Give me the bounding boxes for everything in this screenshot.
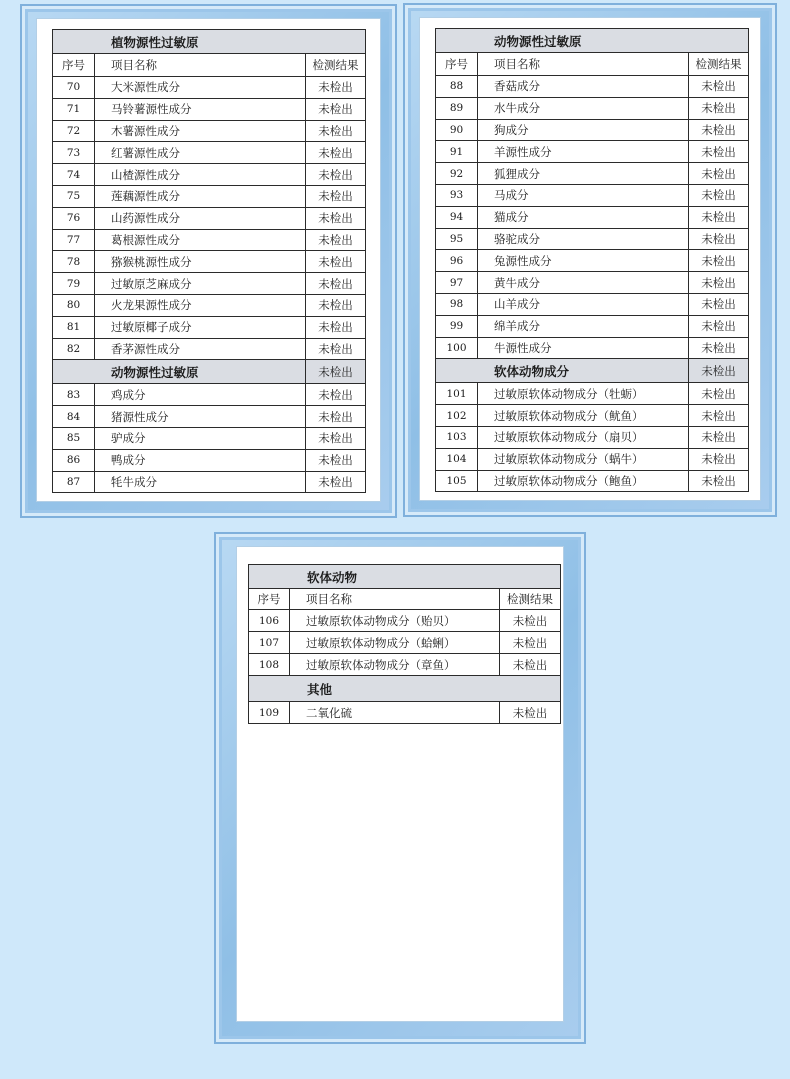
item-result: 未检出 bbox=[689, 337, 749, 359]
table-row bbox=[53, 120, 366, 142]
item-number: 97 bbox=[436, 272, 478, 294]
item-name: 过敏原软体动物成分（鲍鱼） bbox=[478, 470, 689, 492]
item-number: 89 bbox=[436, 97, 478, 119]
table-row bbox=[53, 471, 366, 493]
item-result: 未检出 bbox=[689, 184, 749, 206]
item-result: 未检出 bbox=[500, 654, 561, 676]
item-result: 未检出 bbox=[689, 228, 749, 250]
allergen-table-left bbox=[52, 29, 366, 493]
item-name: 二氧化硫 bbox=[290, 702, 500, 724]
table-row bbox=[53, 273, 366, 295]
item-name: 山药源性成分 bbox=[95, 207, 306, 229]
table-row bbox=[436, 426, 749, 448]
section-header-row bbox=[53, 30, 366, 54]
table-row bbox=[249, 610, 561, 632]
item-result: 未检出 bbox=[500, 632, 561, 654]
item-name: 鸭成分 bbox=[95, 449, 306, 471]
item-result: 未检出 bbox=[689, 293, 749, 315]
column-header-name: 项目名称 bbox=[95, 54, 306, 77]
table-row bbox=[436, 206, 749, 228]
item-result: 未检出 bbox=[306, 338, 366, 360]
section-header-row bbox=[53, 360, 366, 384]
item-number: 79 bbox=[53, 273, 95, 295]
item-number: 92 bbox=[436, 163, 478, 185]
item-number: 105 bbox=[436, 470, 478, 492]
column-header-result: 检测结果 bbox=[306, 54, 366, 77]
item-name: 水牛成分 bbox=[478, 97, 689, 119]
item-name: 黄牛成分 bbox=[478, 272, 689, 294]
table-row bbox=[53, 294, 366, 316]
item-name: 绵羊成分 bbox=[478, 315, 689, 337]
item-number: 70 bbox=[53, 77, 95, 99]
item-name: 狗成分 bbox=[478, 119, 689, 141]
table-row bbox=[53, 449, 366, 471]
item-result: 未检出 bbox=[689, 426, 749, 448]
column-header-name: 项目名称 bbox=[290, 589, 500, 610]
item-name: 木薯源性成分 bbox=[95, 120, 306, 142]
table-row bbox=[53, 77, 366, 99]
item-result: 未检出 bbox=[306, 77, 366, 99]
item-number: 86 bbox=[53, 449, 95, 471]
section-header-row bbox=[436, 29, 749, 53]
item-name: 猪源性成分 bbox=[95, 406, 306, 428]
item-number: 93 bbox=[436, 184, 478, 206]
item-result: 未检出 bbox=[500, 610, 561, 632]
item-name: 马成分 bbox=[478, 184, 689, 206]
table-row bbox=[53, 384, 366, 406]
column-header-result: 检测结果 bbox=[500, 589, 561, 610]
item-result: 未检出 bbox=[306, 142, 366, 164]
table-row bbox=[53, 229, 366, 251]
item-number: 85 bbox=[53, 427, 95, 449]
item-result: 未检出 bbox=[306, 316, 366, 338]
item-result: 未检出 bbox=[689, 141, 749, 163]
item-name: 过敏原软体动物成分（蛤蜊） bbox=[290, 632, 500, 654]
table-row bbox=[53, 338, 366, 360]
item-result: 未检出 bbox=[306, 471, 366, 493]
item-name: 过敏原软体动物成分（扇贝） bbox=[478, 426, 689, 448]
table-row bbox=[436, 470, 749, 492]
allergen-table-bottom bbox=[248, 564, 561, 724]
item-result: 未检出 bbox=[306, 449, 366, 471]
item-name: 鸡成分 bbox=[95, 384, 306, 406]
item-number: 94 bbox=[436, 206, 478, 228]
section-result: 未检出 bbox=[306, 360, 366, 384]
column-header-no: 序号 bbox=[53, 54, 95, 77]
table-row bbox=[53, 207, 366, 229]
section-title: 软体动物成分 bbox=[436, 359, 689, 383]
item-name: 猫成分 bbox=[478, 206, 689, 228]
item-number: 91 bbox=[436, 141, 478, 163]
column-header-no: 序号 bbox=[249, 589, 290, 610]
item-number: 95 bbox=[436, 228, 478, 250]
item-number: 72 bbox=[53, 120, 95, 142]
item-result: 未检出 bbox=[689, 163, 749, 185]
item-name: 火龙果源性成分 bbox=[95, 294, 306, 316]
item-result: 未检出 bbox=[306, 185, 366, 207]
item-number: 75 bbox=[53, 185, 95, 207]
table-row bbox=[53, 185, 366, 207]
table-row bbox=[436, 184, 749, 206]
item-number: 80 bbox=[53, 294, 95, 316]
item-name: 骆驼成分 bbox=[478, 228, 689, 250]
table-row bbox=[249, 702, 561, 724]
item-result: 未检出 bbox=[306, 120, 366, 142]
table-row bbox=[436, 228, 749, 250]
table-row bbox=[53, 98, 366, 120]
item-name: 过敏原软体动物成分（贻贝） bbox=[290, 610, 500, 632]
item-result: 未检出 bbox=[500, 702, 561, 724]
item-number: 102 bbox=[436, 405, 478, 427]
item-name: 过敏原芝麻成分 bbox=[95, 273, 306, 295]
item-number: 83 bbox=[53, 384, 95, 406]
item-number: 104 bbox=[436, 448, 478, 470]
table-row bbox=[53, 142, 366, 164]
item-result: 未检出 bbox=[306, 427, 366, 449]
item-number: 76 bbox=[53, 207, 95, 229]
item-number: 101 bbox=[436, 383, 478, 405]
allergen-table-right bbox=[435, 28, 749, 492]
item-number: 106 bbox=[249, 610, 290, 632]
table-row bbox=[436, 293, 749, 315]
item-number: 103 bbox=[436, 426, 478, 448]
table-row bbox=[436, 97, 749, 119]
section-header-row bbox=[436, 359, 749, 383]
item-result: 未检出 bbox=[689, 250, 749, 272]
item-result: 未检出 bbox=[306, 273, 366, 295]
item-result: 未检出 bbox=[689, 206, 749, 228]
table-row bbox=[53, 427, 366, 449]
item-name: 红薯源性成分 bbox=[95, 142, 306, 164]
item-number: 98 bbox=[436, 293, 478, 315]
item-number: 81 bbox=[53, 316, 95, 338]
section-title: 软体动物 bbox=[249, 565, 561, 589]
item-number: 84 bbox=[53, 406, 95, 428]
item-name: 过敏原软体动物成分（章鱼） bbox=[290, 654, 500, 676]
item-result: 未检出 bbox=[689, 383, 749, 405]
table-row bbox=[436, 76, 749, 98]
section-result: 未检出 bbox=[689, 359, 749, 383]
table-row bbox=[436, 119, 749, 141]
table-row bbox=[436, 448, 749, 470]
section-title: 植物源性过敏原 bbox=[53, 30, 366, 54]
item-name: 山楂源性成分 bbox=[95, 164, 306, 186]
item-name: 过敏原软体动物成分（牡蛎） bbox=[478, 383, 689, 405]
item-name: 马铃薯源性成分 bbox=[95, 98, 306, 120]
item-name: 过敏原软体动物成分（蜗牛） bbox=[478, 448, 689, 470]
item-name: 香茅源性成分 bbox=[95, 338, 306, 360]
item-result: 未检出 bbox=[306, 251, 366, 273]
item-name: 香菇成分 bbox=[478, 76, 689, 98]
item-result: 未检出 bbox=[689, 315, 749, 337]
item-result: 未检出 bbox=[689, 119, 749, 141]
item-name: 牛源性成分 bbox=[478, 337, 689, 359]
item-name: 牦牛成分 bbox=[95, 471, 306, 493]
item-result: 未检出 bbox=[689, 405, 749, 427]
item-number: 96 bbox=[436, 250, 478, 272]
item-number: 108 bbox=[249, 654, 290, 676]
item-result: 未检出 bbox=[306, 384, 366, 406]
table-row bbox=[436, 405, 749, 427]
table-row bbox=[53, 164, 366, 186]
item-number: 100 bbox=[436, 337, 478, 359]
item-number: 99 bbox=[436, 315, 478, 337]
item-result: 未检出 bbox=[306, 229, 366, 251]
table-row bbox=[436, 163, 749, 185]
item-name: 过敏原椰子成分 bbox=[95, 316, 306, 338]
table-row bbox=[249, 632, 561, 654]
item-number: 87 bbox=[53, 471, 95, 493]
column-header-no: 序号 bbox=[436, 53, 478, 76]
column-header-row bbox=[249, 589, 561, 610]
item-number: 73 bbox=[53, 142, 95, 164]
item-name: 狐狸成分 bbox=[478, 163, 689, 185]
item-result: 未检出 bbox=[306, 406, 366, 428]
item-result: 未检出 bbox=[689, 97, 749, 119]
item-number: 77 bbox=[53, 229, 95, 251]
table-row bbox=[436, 250, 749, 272]
item-result: 未检出 bbox=[689, 448, 749, 470]
column-header-name: 项目名称 bbox=[478, 53, 689, 76]
table-row bbox=[436, 383, 749, 405]
item-number: 78 bbox=[53, 251, 95, 273]
item-result: 未检出 bbox=[689, 470, 749, 492]
item-number: 71 bbox=[53, 98, 95, 120]
item-number: 109 bbox=[249, 702, 290, 724]
item-result: 未检出 bbox=[306, 294, 366, 316]
item-number: 90 bbox=[436, 119, 478, 141]
column-header-row bbox=[436, 53, 749, 76]
table-row bbox=[436, 272, 749, 294]
item-result: 未检出 bbox=[689, 272, 749, 294]
item-name: 山羊成分 bbox=[478, 293, 689, 315]
item-result: 未检出 bbox=[306, 164, 366, 186]
section-header-row bbox=[249, 565, 561, 589]
table-row bbox=[436, 337, 749, 359]
item-name: 大米源性成分 bbox=[95, 77, 306, 99]
item-name: 过敏原软体动物成分（鱿鱼） bbox=[478, 405, 689, 427]
item-name: 驴成分 bbox=[95, 427, 306, 449]
item-number: 88 bbox=[436, 76, 478, 98]
item-result: 未检出 bbox=[689, 76, 749, 98]
table-row bbox=[53, 406, 366, 428]
item-name: 兔源性成分 bbox=[478, 250, 689, 272]
item-name: 莲藕源性成分 bbox=[95, 185, 306, 207]
column-header-row bbox=[53, 54, 366, 77]
item-number: 107 bbox=[249, 632, 290, 654]
item-name: 羊源性成分 bbox=[478, 141, 689, 163]
section-title: 动物源性过敏原 bbox=[53, 360, 306, 384]
table-row bbox=[436, 315, 749, 337]
item-result: 未检出 bbox=[306, 207, 366, 229]
section-header-row bbox=[249, 676, 561, 702]
item-result: 未检出 bbox=[306, 98, 366, 120]
item-name: 葛根源性成分 bbox=[95, 229, 306, 251]
item-number: 74 bbox=[53, 164, 95, 186]
table-row bbox=[53, 316, 366, 338]
item-number: 82 bbox=[53, 338, 95, 360]
table-row bbox=[53, 251, 366, 273]
section-title: 动物源性过敏原 bbox=[436, 29, 749, 53]
section-title: 其他 bbox=[249, 676, 561, 702]
table-row bbox=[436, 141, 749, 163]
item-name: 猕猴桃源性成分 bbox=[95, 251, 306, 273]
table-row bbox=[249, 654, 561, 676]
column-header-result: 检测结果 bbox=[689, 53, 749, 76]
